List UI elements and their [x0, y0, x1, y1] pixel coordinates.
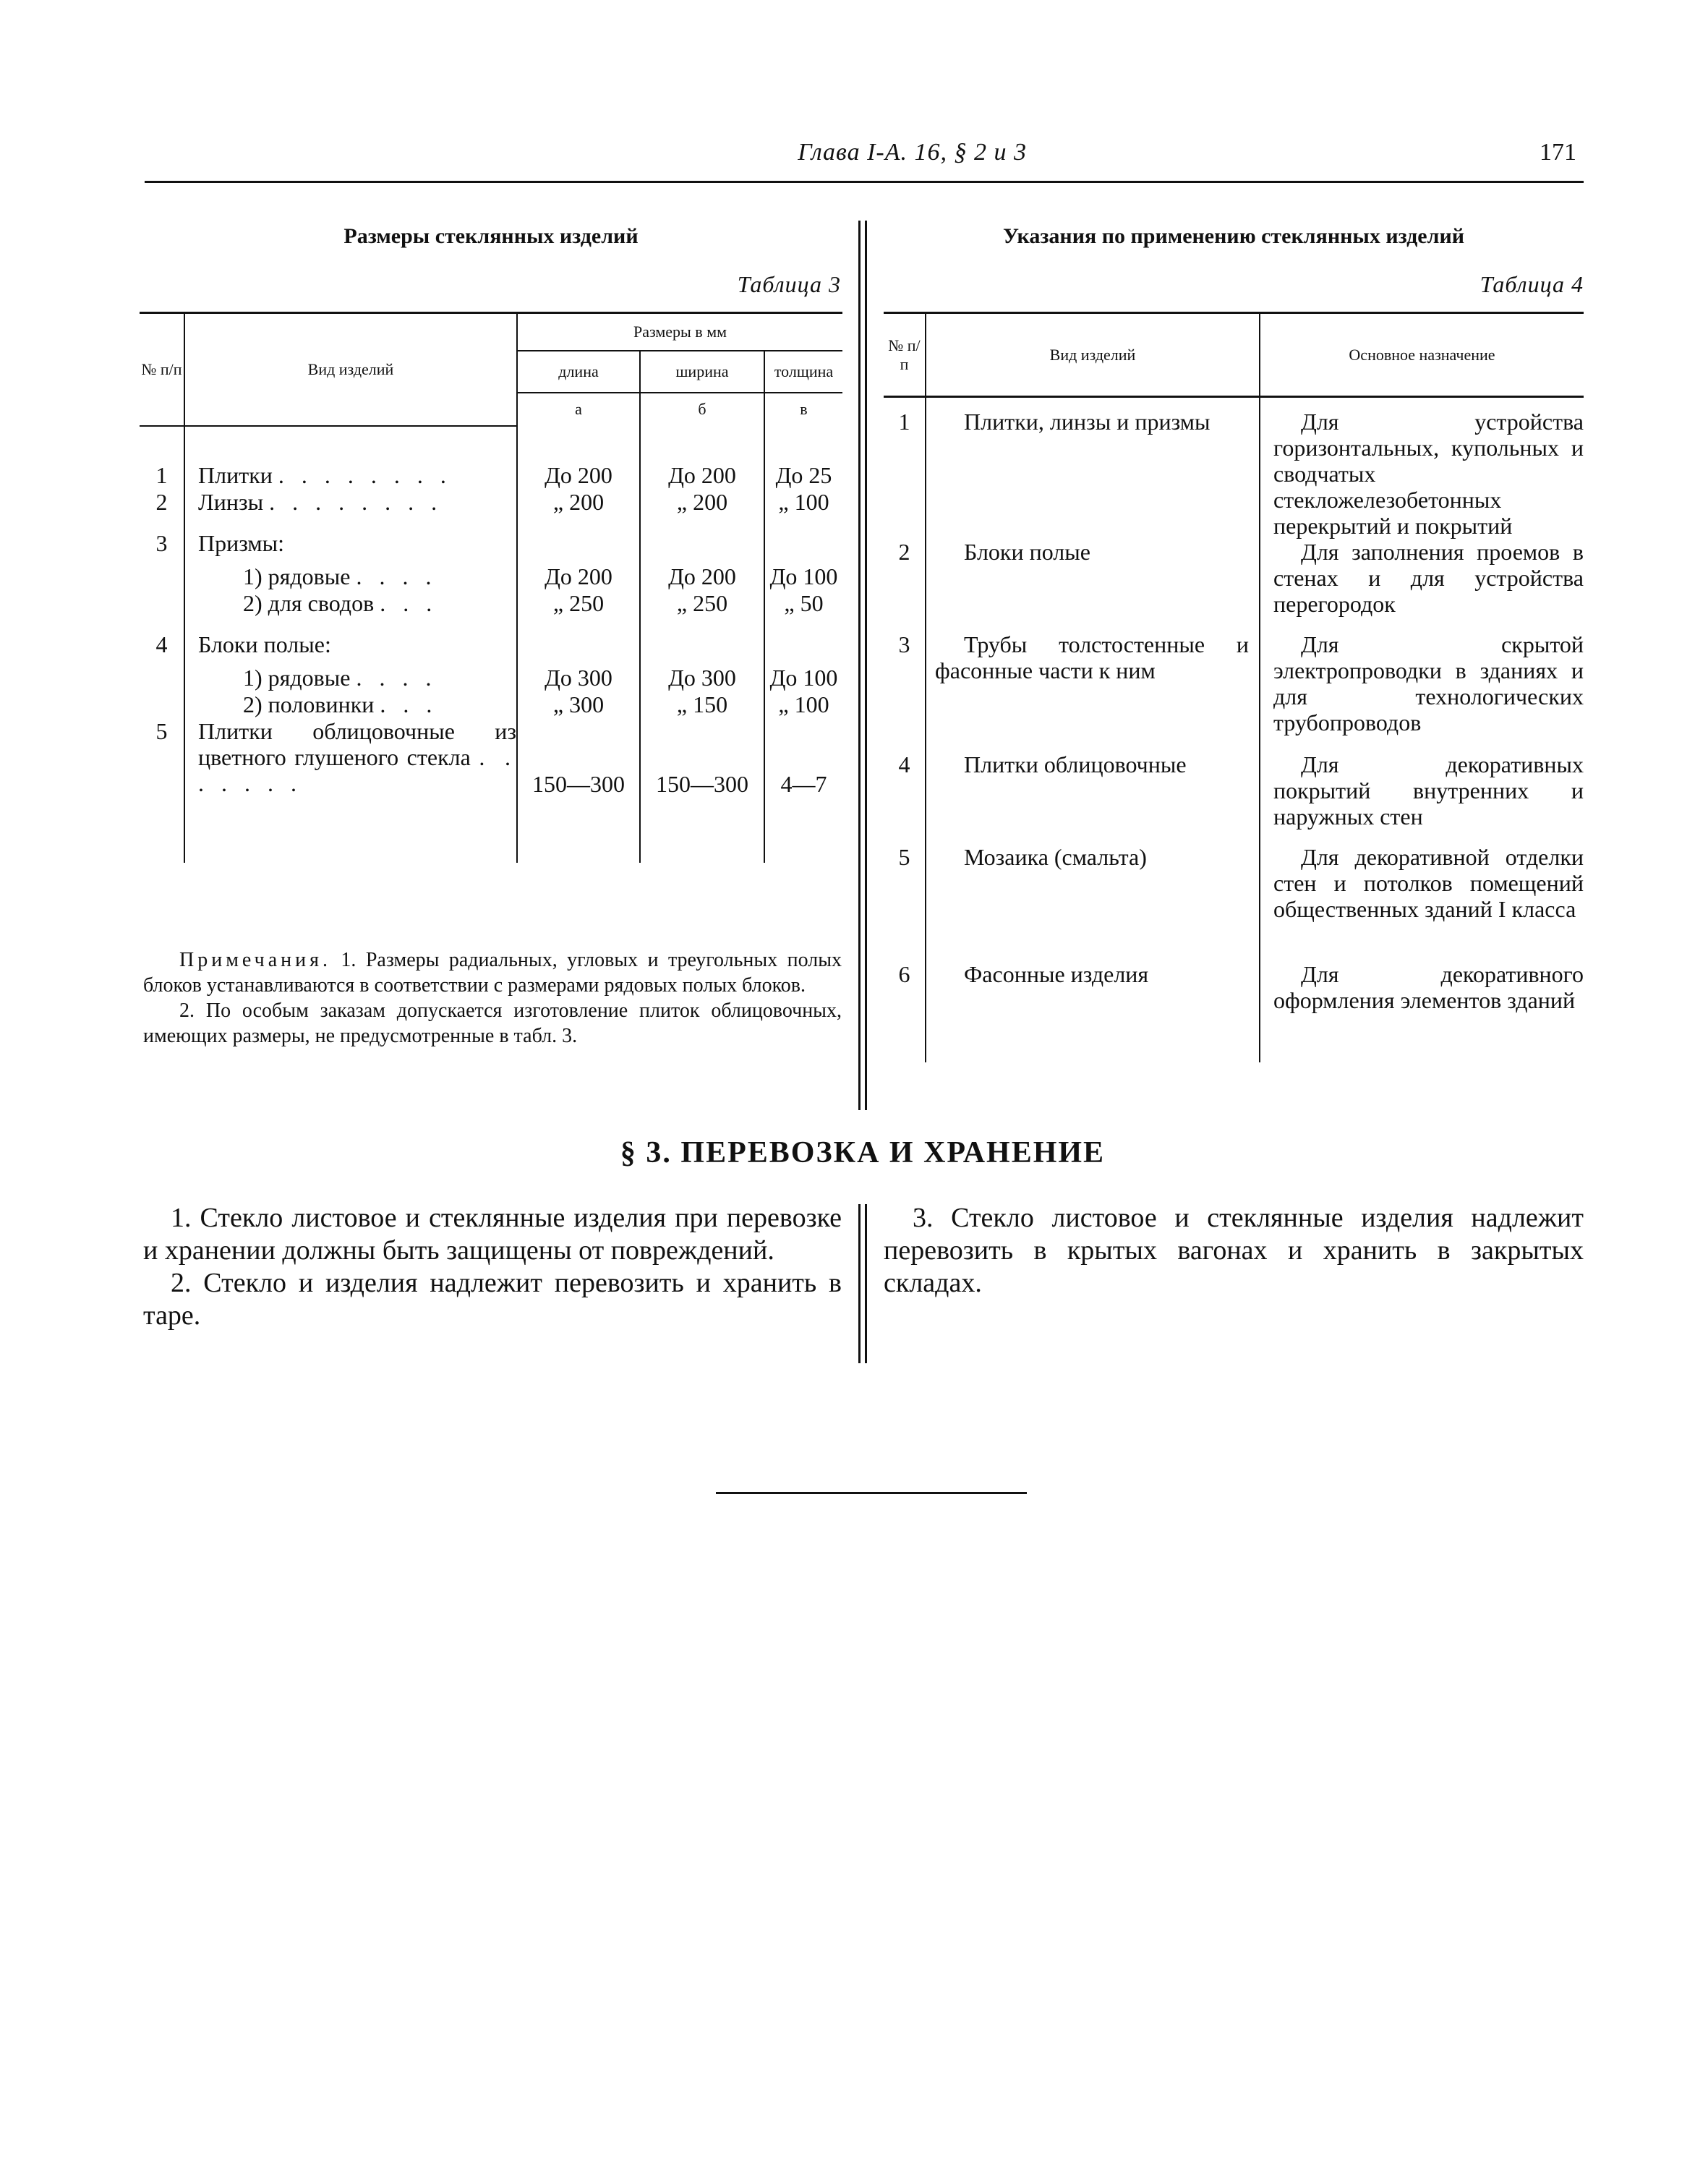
- column-divider-2: [865, 221, 867, 1110]
- table-row: 1) рядовые . . . . До 300 До 300 До 100: [140, 665, 842, 691]
- t3-col-thick: толщина: [764, 351, 842, 393]
- table3-heading: Размеры стеклянных изделий: [343, 224, 639, 248]
- para-3: 3. Стекло листовое и стеклянные изделия надлежит перевозить в крытых вагонах и хранить в закрытых складах.: [884, 1203, 1584, 1298]
- table4-heading: Указания по применению стеклянных изделий: [1002, 224, 1465, 248]
- end-rule: [716, 1492, 1027, 1494]
- table-row: 1) рядовые . . . . До 200 До 200 До 100: [140, 563, 842, 590]
- note-2: 2. По особым заказам допускается изготовление плиток облицовочных, имеющих размеры, не предусмотренные в табл. 3.: [143, 999, 842, 1047]
- t3-col-sizes: Размеры в мм: [517, 313, 842, 351]
- table3-notes: [143, 947, 842, 1049]
- table-row: 3 Призмы:: [140, 530, 842, 563]
- note-1: 1. Размеры радиальных, угловых и треугольных полых блоков устанавливаются в соответствии с размерами рядовых полых блоков.: [143, 949, 842, 997]
- section-divider: [858, 1204, 861, 1363]
- page-number: 171: [1540, 139, 1576, 166]
- t4-col-purpose: Основное назначение: [1260, 313, 1584, 397]
- table-row: 3 Трубы толстостенные и фасонные части к ним Для скрытой электропроводки в зданиях и для технологических трубопроводов: [884, 631, 1584, 751]
- table-row: 2 Линзы . . . . . . . . „ 200 „ 200 „ 100: [140, 489, 842, 516]
- section3-left: [143, 1202, 842, 1332]
- t4-col-num: № п/п: [884, 313, 926, 397]
- section3-right: [884, 1202, 1584, 1300]
- section-divider-2: [865, 1204, 867, 1363]
- t3-col-kind: Вид изделий: [184, 313, 517, 426]
- t3-col-length: длина: [517, 351, 640, 393]
- table-row: 5 Плитки облицовочные из цветного глушеного стекла . . . . . . . 150—300 150—300 4—7: [140, 718, 842, 798]
- t4-col-kind: Вид изделий: [926, 313, 1260, 397]
- para-1: 1. Стекло листовое и стеклянные изделия при перевозке и хранении должны быть защищены от повреждений.: [143, 1203, 842, 1266]
- t3-sub-a: а: [517, 393, 640, 426]
- t3-col-num: № п/п: [140, 313, 184, 426]
- para-2: 2. Стекло и изделия надлежит перевозить и хранить в таре.: [143, 1268, 842, 1331]
- table3-label: Таблица 3: [737, 271, 841, 297]
- table3: [140, 312, 842, 863]
- header-rule: [145, 181, 1584, 183]
- notes-lead: Примечания.: [179, 949, 332, 971]
- table-row: 4 Плитки облицовочные Для декоративных покрытий внутренних и наружных стен: [884, 751, 1584, 844]
- section3-title: § 3. ПЕРЕВОЗКА И ХРАНЕНИЕ: [620, 1136, 1106, 1169]
- table-row: 4 Блоки полые:: [140, 631, 842, 665]
- table-row: 1 Плитки, линзы и призмы Для устройства горизонтальных, купольных и сводчатых стекложелезобетонных перекрытий и покрытий: [884, 409, 1584, 539]
- column-divider: [858, 221, 861, 1110]
- table-row: 1 Плитки . . . . . . . . До 200 До 200 До 25: [140, 462, 842, 489]
- t3-sub-b: б: [640, 393, 764, 426]
- table4-label: Таблица 4: [1479, 271, 1584, 297]
- table4: [884, 312, 1584, 1062]
- table-row: 2) половинки . . . „ 300 „ 150 „ 100: [140, 691, 842, 718]
- table-row: 5 Мозаика (смальта) Для декоративной отделки стен и потолков помещений общественных зданий I класса: [884, 844, 1584, 961]
- t3-col-width: ширина: [640, 351, 764, 393]
- table-row: 2 Блоки полые Для заполнения проемов в стенах и для устройства перегородок: [884, 539, 1584, 631]
- running-header: Глава I-А. 16, § 2 и 3: [798, 139, 1027, 166]
- table-row: 2) для сводов . . . „ 250 „ 250 „ 50: [140, 590, 842, 617]
- t3-sub-v: в: [800, 400, 808, 418]
- table-row: 6 Фасонные изделия Для декоративного оформления элементов зданий: [884, 961, 1584, 1062]
